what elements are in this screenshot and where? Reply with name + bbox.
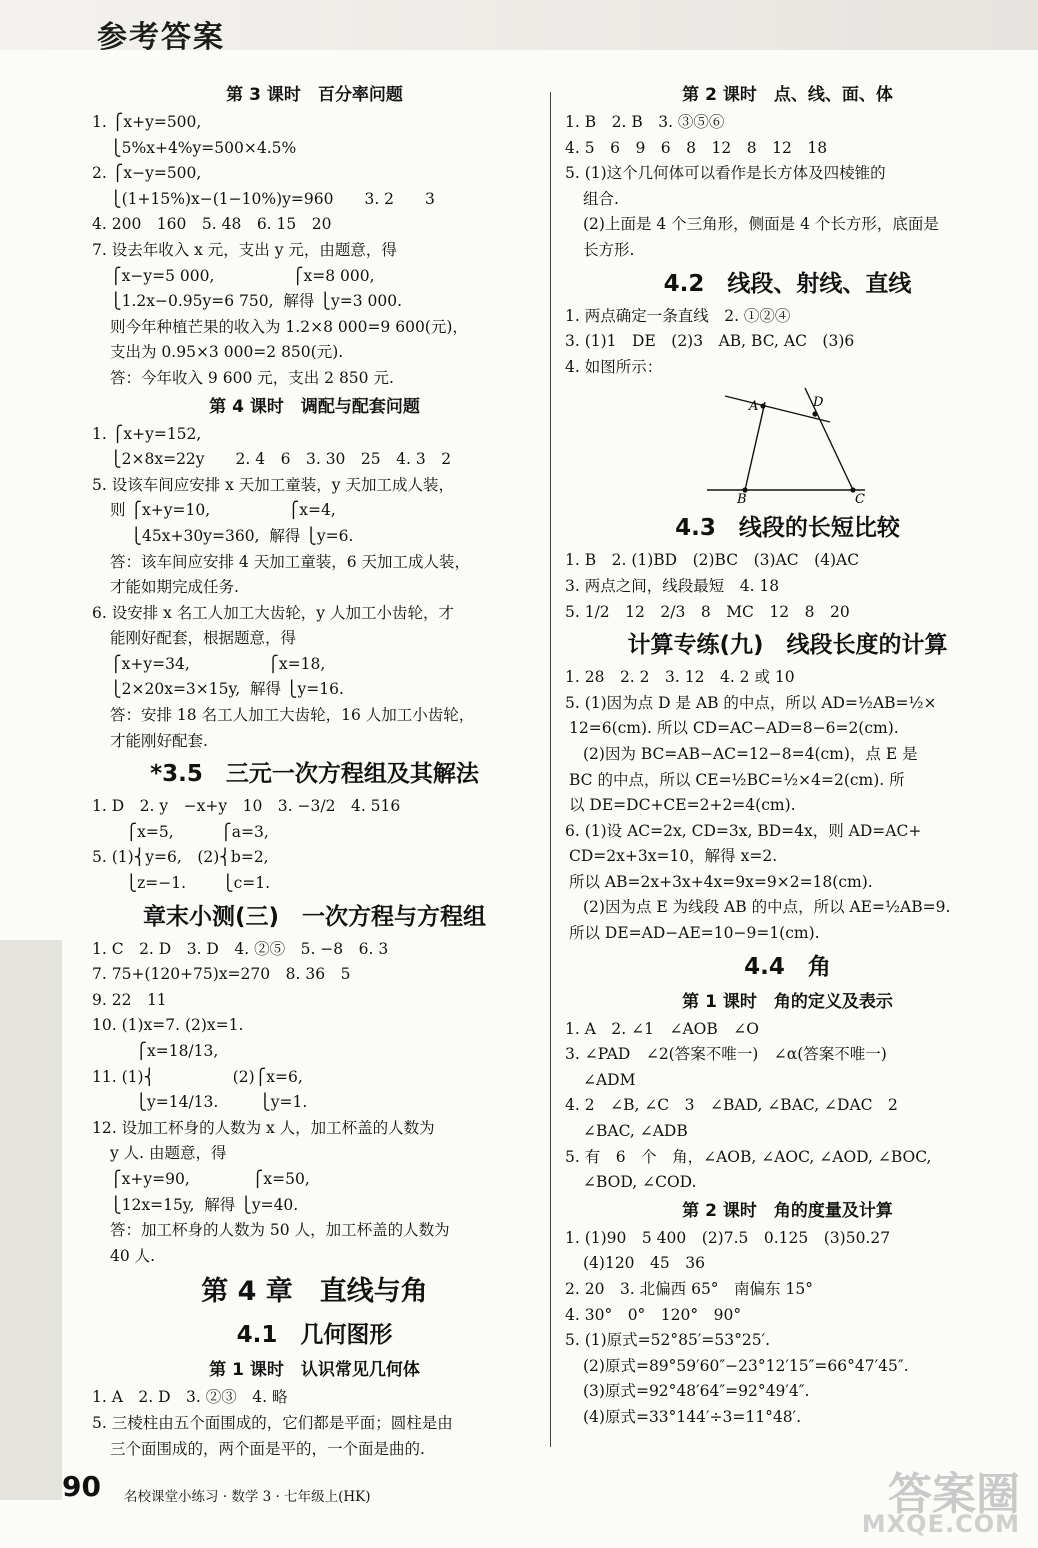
answer-line: 4. 如图所示： (565, 357, 663, 376)
answer-line: 1. D 2. y −x+y 10 3. −3/2 4. 516 (92, 797, 401, 816)
side-strip (0, 940, 62, 1500)
page-header-title: 参考答案 (97, 20, 225, 55)
answer-line: (2)上面是 4 个三角形，侧面是 4 个长方形，底面是 (583, 215, 939, 234)
answer-line: 5. (1)原式=52°85′=53°25′. (565, 1331, 771, 1350)
watermark-logo: 答案圈 (888, 1469, 1020, 1520)
answer-line: 5. 三棱柱由五个面围成的，它们都是平面；圆柱是由 (92, 1413, 453, 1432)
answer-line: 5. (1)因为点 D 是 AB 的中点，所以 AD=½AB=½× (565, 693, 937, 712)
lesson-heading: 第 2 课时 点、线、面、体 (682, 85, 893, 105)
answer-line: (4)原式=33°144′÷3=11°48′. (583, 1407, 801, 1426)
answer-line: 答：该车间应安排 4 天加工童装，6 天加工成人装， (110, 552, 471, 571)
section-heading: 章末小测(三) 一次方程与方程组 (142, 903, 487, 930)
answer-line: 答：安排 18 名工人加工大齿轮，16 人加工小齿轮， (110, 706, 475, 725)
answer-line: 5. 1/2 12 2/3 8 MC 12 8 20 (565, 602, 850, 621)
answer-line: 2. 20 3. 北偏西 65° 南偏东 15° (565, 1280, 813, 1298)
answer-line: 1. A 2. ∠1 ∠AOB ∠O (565, 1019, 759, 1038)
answer-line: 长方形. (583, 240, 635, 259)
answer-line: 答：今年收入 9 600 元，支出 2 850 元. (110, 368, 394, 387)
answer-line: (2)原式=89°59′60″−23°12′15″=66°47′45″. (583, 1356, 909, 1375)
answer-line: 5. (1)这个几何体可以看作是长方体及四棱锥的 (565, 164, 886, 183)
answer-line: 组合. (583, 189, 619, 208)
answer-line: 11. (1)⎨ (2)⎧x=6, (92, 1067, 303, 1086)
section-heading: 4.1 几何图形 (236, 1322, 393, 1349)
answer-line: 7. 设去年收入 x 元，支出 y 元，由题意，得 (92, 240, 397, 259)
answer-line: 3. (1)1 DE (2)3 AB, BC, AC (3)6 (565, 332, 855, 351)
answer-line: 则今年种植芒果的收入为 1.2×8 000=9 600(元)， (110, 317, 468, 336)
answer-line: 则 ⎧x+y=10, ⎧x=4, (110, 501, 336, 520)
answer-line: ⎩2×8x=22y 2. 4 6 3. 30 25 4. 3 2 (110, 450, 452, 469)
answer-line: 6. (1)设 AC=2x, CD=3x, BD=4x，则 AD=AC+ (565, 821, 922, 840)
answer-line: ⎩2×20x=3×15y, 解得 ⎩y=16. (110, 680, 344, 699)
section-heading: 4.2 线段、射线、直线 (663, 270, 912, 297)
page-number: 90 (62, 1470, 101, 1503)
answer-line: 1. (1)90 5 400 (2)7.5 0.125 (3)50.27 (565, 1228, 891, 1247)
answer-line: 支出为 0.95×3 000=2 850(元). (110, 343, 344, 362)
book-title: 名校课堂小练习 · 数学 3 · 七年级上(HK) (124, 1489, 371, 1505)
answer-line: 才能如期完成任务. (110, 578, 239, 597)
line-segment-figure (705, 384, 875, 504)
lesson-heading: 第 3 课时 百分率问题 (226, 85, 403, 105)
answer-line: ⎧x+y=90, ⎧x=50, (110, 1169, 310, 1188)
answer-line: 2. ⎧x−y=500, (92, 164, 202, 183)
answer-line: CD=2x+3x=10，解得 x=2. (569, 847, 778, 866)
label-a: A (749, 399, 759, 415)
point-d (812, 412, 817, 417)
answer-line: (2)因为 BC=AB−AC=12−8=4(cm)，点 E 是 (583, 744, 918, 763)
answer-line: 所以 AB=2x+3x+4x=9x=9×2=18(cm). (569, 872, 873, 891)
answer-line: ∠BOD, ∠COD. (583, 1173, 697, 1192)
answer-line: 10. (1)x=7. (2)x=1. (92, 1016, 244, 1035)
answer-line: ⎩(1+15%)x−(1−10%)y=960 3. 2 3 (110, 189, 435, 208)
label-c: C (855, 492, 865, 505)
answer-line: 9. 22 11 (92, 990, 167, 1009)
answer-line: 5. (1)⎨y=6, (2)⎨b=2, (92, 848, 269, 867)
lesson-heading: 第 4 课时 调配与配套问题 (209, 396, 420, 417)
answer-line: 所以 DE=AD−AE=10−9=1(cm). (569, 924, 820, 943)
lesson-heading: 第 1 课时 认识常见几何体 (209, 1360, 420, 1381)
point-a (760, 404, 765, 409)
lesson-heading: 第 2 课时 角的度量及计算 (682, 1200, 893, 1221)
answer-line: 1. ⎧x+y=152, (92, 424, 202, 443)
answer-line: ⎧x+y=34, ⎧x=18, (110, 654, 326, 673)
label-b: B (737, 492, 747, 505)
answer-line: 答：加工杯身的人数为 50 人，加工杯盖的人数为 (110, 1221, 450, 1240)
answer-line: 7. 75+(120+75)x=270 8. 36 5 (92, 965, 351, 984)
answer-line: 以 DE=DC+CE=2+2=4(cm). (569, 796, 796, 815)
section-heading: 4.3 线段的长短比较 (675, 515, 900, 542)
answer-line: (2)因为点 E 为线段 AB 的中点，所以 AE=½AB=9. (583, 898, 951, 917)
answer-line: 6. 设安排 x 名工人加工大齿轮，y 人加工小齿轮，才 (92, 603, 454, 622)
answer-line: 12=6(cm). 所以 CD=AC−AD=8−6=2(cm). (569, 719, 899, 738)
answer-line: ∠ADM (583, 1070, 636, 1089)
answer-line: 5. 有 6 个 角，∠AOB, ∠AOC, ∠AOD, ∠BOC, (565, 1147, 932, 1166)
answer-line: ⎩5%x+4%y=500×4.5% (110, 138, 297, 157)
answer-line: 4. 5 6 9 6 8 12 8 12 18 (565, 138, 828, 157)
answer-line: 能刚好配套，根据题意，得 (110, 629, 297, 648)
answer-line: ⎧x−y=5 000, ⎧x=8 000, (110, 266, 375, 285)
left-column (92, 80, 537, 1462)
label-d: D (813, 395, 824, 411)
chapter-heading: 第 4 章 直线与角 (201, 1276, 428, 1308)
section-heading: *3.5 三元一次方程组及其解法 (150, 761, 479, 788)
answer-line: 1. B 2. (1)BD (2)BC (3)AC (4)AC (565, 551, 860, 570)
answer-line: 1. 两点确定一条直线 2. ①②④ (565, 306, 791, 325)
answer-line: 1. ⎧x+y=500, (92, 113, 202, 131)
answer-line: 才能刚好配套. (110, 731, 208, 750)
answer-line: 12. 设加工杯身的人数为 x 人，加工杯盖的人数为 (92, 1118, 435, 1137)
lesson-heading: 第 1 课时 角的定义及表示 (682, 991, 893, 1012)
answer-line: ⎩y=14/13. ⎩y=1. (110, 1093, 308, 1112)
answer-line: (3)原式=92°48′64″=92°49′4″. (583, 1382, 810, 1401)
section-heading: 计算专练(九) 线段长度的计算 (627, 632, 948, 659)
answer-line: 1. A 2. D 3. ②③ 4. 略 (92, 1388, 288, 1407)
answer-line: y 人. 由题意，得 (110, 1144, 227, 1163)
answer-line: 4. 2 ∠B, ∠C 3 ∠BAD, ∠BAC, ∠DAC 2 (565, 1096, 898, 1115)
section-heading: 4.4 角 (744, 953, 831, 980)
answer-line: 三个面围成的，两个面是平的，一个面是曲的. (110, 1439, 425, 1458)
answer-line: ⎩z=−1. ⎩c=1. (110, 874, 271, 893)
answer-line: 3. 两点之间，线段最短 4. 18 (565, 576, 780, 595)
answer-line: ⎩45x+30y=360, 解得 ⎩y=6. (110, 526, 354, 545)
segment-ab (745, 402, 765, 490)
answer-line: ⎧x=5, ⎧a=3, (110, 822, 269, 841)
answer-line: (4)120 45 36 (583, 1254, 705, 1273)
answer-line: 1. 28 2. 2 3. 12 4. 2 或 10 (565, 668, 795, 687)
answer-line: 1. C 2. D 3. D 4. ②⑤ 5. −8 6. 3 (92, 939, 389, 958)
right-column (565, 80, 1010, 1431)
answer-line: 4. 200 160 5. 48 6. 15 20 (92, 215, 332, 234)
answer-line: BC 的中点，所以 CE=½BC=½×4=2(cm). 所 (569, 770, 905, 789)
answer-line: 4. 30° 0° 120° 90° (565, 1305, 742, 1324)
answer-line: ⎩1.2x−0.95y=6 750, 解得 ⎩y=3 000. (110, 292, 403, 311)
answer-line: ⎧x=18/13, (110, 1042, 219, 1060)
answer-line: 5. 设该车间应安排 x 天加工童装，y 天加工成人装， (92, 475, 454, 494)
answer-line: ∠BAC, ∠ADB (583, 1122, 688, 1141)
column-divider (550, 92, 551, 1447)
answer-line: 40 人. (110, 1246, 156, 1265)
answer-line: 3. ∠PAD ∠2(答案不唯一) ∠α(答案不唯一) (565, 1045, 887, 1064)
watermark-url: MXQE.COM (861, 1510, 1020, 1538)
answer-line: ⎩12x=15y, 解得 ⎩y=40. (110, 1195, 299, 1214)
answer-line: 1. B 2. B 3. ③⑤⑥ (565, 113, 725, 131)
